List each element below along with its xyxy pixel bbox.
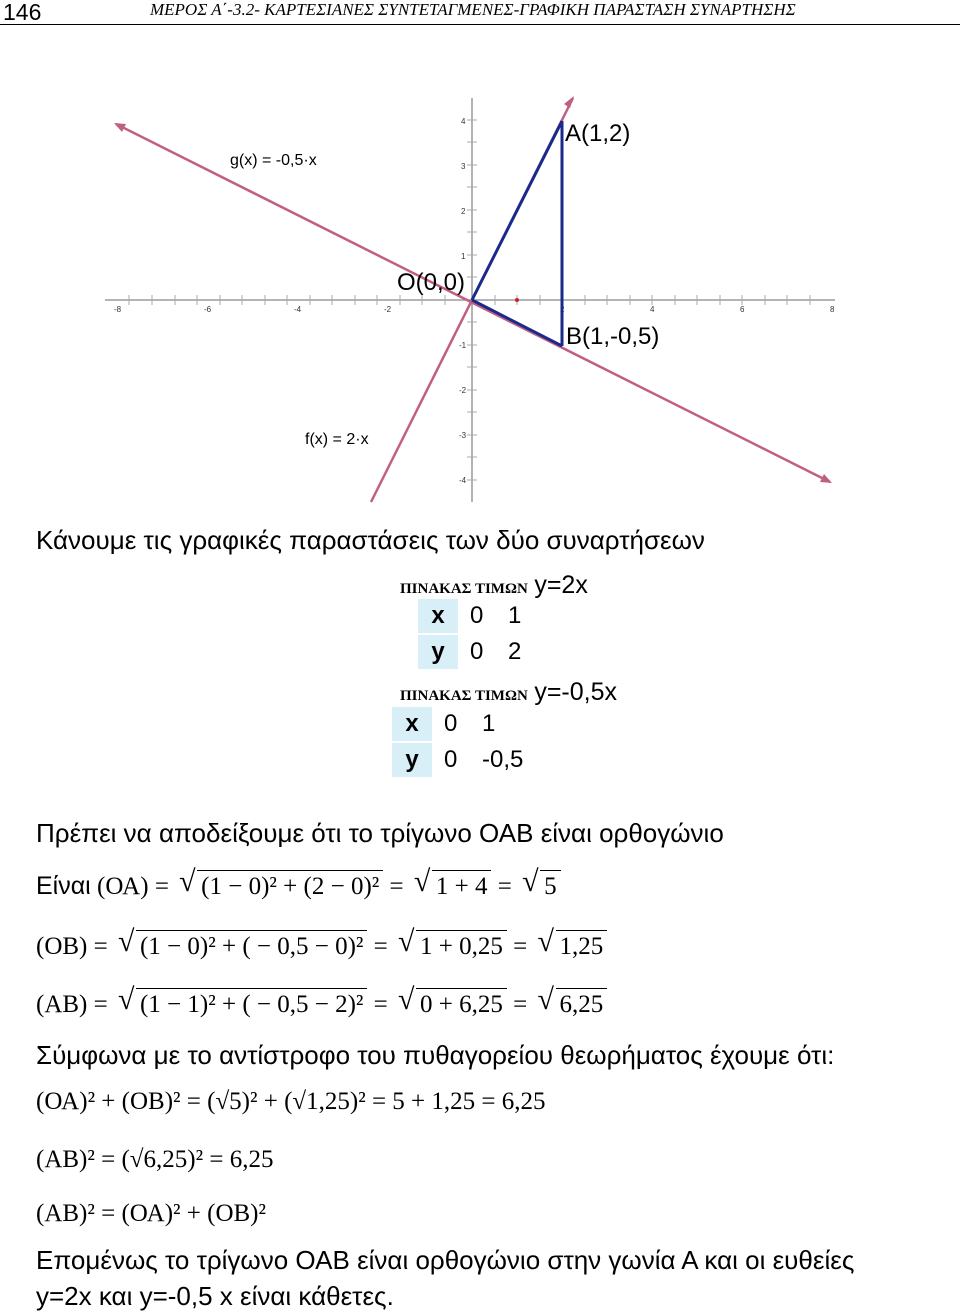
table-cell: 0 xyxy=(444,710,458,737)
conclusion-line-1: Επομένως το τρίγωνο ΟΑΒ είναι ορθογώνιο στην γωνία Α και οι ευθείες xyxy=(36,1245,855,1275)
table-cell: 0 xyxy=(470,602,484,629)
row-header: x xyxy=(418,599,458,633)
table1-caption-text: ΠΙΝΑΚΑΣ ΤΙΜΩΝ xyxy=(400,581,528,597)
arrow-f-end xyxy=(564,96,574,108)
equation-oa xyxy=(36,870,561,901)
label-g: g(x) = -0,5·x xyxy=(230,152,317,169)
label-f: f(x) = 2·x xyxy=(305,431,369,448)
pythagoras-line-2: (ΑΒ)² = (√6,25)² = 6,25 xyxy=(36,1146,274,1173)
equals: = xyxy=(497,873,519,900)
equals: = xyxy=(373,991,395,1018)
proof-intro: Πρέπει να αποδείξουμε ότι το τρίγωνο ΟΑΒ είναι ορθογώνιο xyxy=(36,818,724,848)
equation-ob xyxy=(36,930,607,961)
label-b: Β(1,-0,5) xyxy=(566,323,660,350)
table-row xyxy=(392,742,523,778)
table-row xyxy=(418,634,534,670)
triangle-oab xyxy=(472,121,562,346)
table2-caption-text: ΠΙΝΑΚΑΣ ΤΙΜΩΝ xyxy=(400,688,528,704)
table-row xyxy=(392,706,523,742)
equation-prefix: Είναι xyxy=(36,872,91,900)
y-tick-label: -1 xyxy=(459,341,467,350)
table-cell: -0,5 xyxy=(482,746,524,773)
table-row xyxy=(418,598,534,634)
table-cell: 0 xyxy=(444,746,458,773)
y-tick-label: 3 xyxy=(461,162,466,171)
equation-ab xyxy=(36,988,607,1019)
x-tick-label: -2 xyxy=(384,305,392,314)
radical: √ 1 + 4 xyxy=(432,870,492,901)
table-cell: 0 xyxy=(470,638,484,665)
radical: √ (1 − 0)² + ( − 0,5 − 0)² xyxy=(136,930,367,961)
equation-lhs: (ΟΒ) = xyxy=(36,933,108,960)
table1-equation: y=2x xyxy=(534,571,588,599)
y-tick-label: -2 xyxy=(459,386,467,395)
coordinate-graph xyxy=(100,90,840,510)
x-tick-label: 8 xyxy=(830,305,835,314)
table1 xyxy=(418,598,534,670)
arrow-g-start xyxy=(114,123,126,132)
row-header: x xyxy=(392,707,432,741)
line-g xyxy=(116,124,830,482)
radical: √ 1 + 0,25 xyxy=(416,930,507,961)
x-tick-label: 2 xyxy=(560,305,565,314)
intro-text: Κάνουμε τις γραφικές παραστάσεις των δύο συναρτήσεων xyxy=(36,525,705,555)
table2-caption xyxy=(400,677,617,707)
y-tick-label: 1 xyxy=(461,252,466,261)
table-cell: 2 xyxy=(508,638,522,665)
table2 xyxy=(392,706,523,778)
pythagoras-intro: Σύμφωνα με το αντίστροφο του πυθαγορείου θεωρήματος έχουμε ότι: xyxy=(36,1040,835,1070)
x-tick-label: -4 xyxy=(294,305,302,314)
equation-lhs: (ΟΑ) = xyxy=(97,873,169,900)
table1-caption xyxy=(400,570,588,600)
pythagoras-line-3: (ΑΒ)² = (ΟΑ)² + (ΟΒ)² xyxy=(36,1200,267,1227)
label-o: Ο(0,0) xyxy=(397,269,466,296)
table2-equation: y=-0,5x xyxy=(534,678,617,706)
equals: = xyxy=(373,933,395,960)
radical: √ 6,25 xyxy=(556,988,608,1019)
equation-lhs: (ΑΒ) = xyxy=(36,991,108,1018)
y-tick-label: -3 xyxy=(459,431,467,440)
x-tick-label: 4 xyxy=(650,305,655,314)
equals: = xyxy=(389,873,410,900)
y-tick-label: -4 xyxy=(459,476,467,485)
radical: √ 1,25 xyxy=(556,930,608,961)
radical: √ 5 xyxy=(540,870,561,901)
page-header xyxy=(0,0,960,25)
row-header: y xyxy=(418,635,458,669)
y-tick-label: 2 xyxy=(461,207,466,216)
page-number: 146 xyxy=(3,0,42,25)
label-a: Α(1,2) xyxy=(565,120,631,147)
x-tick-label: -6 xyxy=(204,305,212,314)
x-tick-label: -8 xyxy=(114,305,122,314)
arrow-g-end xyxy=(820,474,832,483)
radical: √ (1 − 0)² + (2 − 0)² xyxy=(197,870,383,901)
x-tick-label: 6 xyxy=(740,305,745,314)
pythagoras-line-1: (ΟΑ)² + (ΟΒ)² = (√5)² + (√1,25)² = 5 + 1,25 = 6,25 xyxy=(36,1088,546,1115)
conclusion-line-2: y=2x και y=-0,5 x είναι κάθετες. xyxy=(36,1281,394,1311)
radical: √ (1 − 1)² + ( − 0,5 − 2)² xyxy=(136,988,367,1019)
equals: = xyxy=(513,991,534,1018)
row-header: y xyxy=(392,743,432,777)
point-marker xyxy=(515,298,519,302)
equals: = xyxy=(513,933,534,960)
radical: √ 0 + 6,25 xyxy=(416,988,507,1019)
y-tick-label: 4 xyxy=(461,117,466,126)
table-cell: 1 xyxy=(508,602,522,629)
page-title: ΜΕΡΟΣ Α΄-3.2- ΚΑΡΤΕΣΙΑΝΕΣ ΣΥΝΤΕΤΑΓΜΕΝΕΣ-ΓΡΑΦΙΚΗ ΠΑΡΑΣΤΑΣΗ ΣΥΝΑΡΤΗΣΗΣ xyxy=(150,0,796,19)
table-cell: 1 xyxy=(482,710,496,737)
